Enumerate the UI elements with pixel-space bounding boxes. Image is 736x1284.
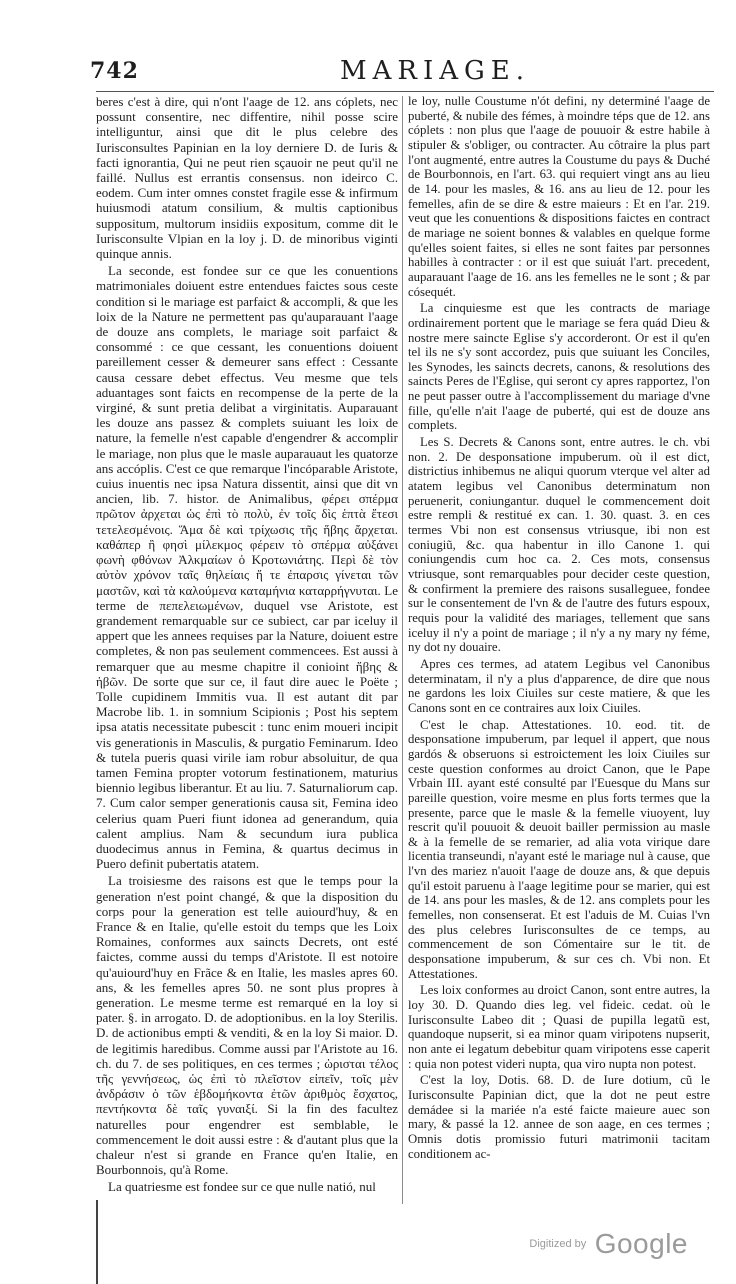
paragraph: Les loix conformes au droict Canon, sont entre autres, la loy 30. D. Quando dies leg. vel fideic. cedat. où le Iurisconsulte Labeo dit ; Quasi de pupilla legatũ est, quandoque nupserit, si ea minor quam viripotens nupserit, non ante ei legatum debebitur quam viripotens esse caperit : quia non potest videri nupta, qua viro nupta non potest. <box>408 983 710 1071</box>
paragraph: La seconde, est fondee sur ce que les conuentions matrimoniales doiuent estre entendues faictes sous ceste condition si le mariage est parfaict & accompli, & que les loix de la Nature ne permettent pas qu'auparauant l'aage de douze ans complets, le mariage soit parfaict & consommé : ce que cessant, les conuentions doiuent pareillement cesser & demeurer sans effect : Cessante causa cessare debet effectus. Veu mesme que tels aduantages sont faicts en recompense de la perte de la virginé, & sunt pretia delibat a virginitatis. Auparauant les douze ans passez & complets suiuant les loix de nature, la femelle n'est capable d'engendrer & accomplir le mariage, non plus que le masle auparauaut les quatorze ans accóplis. C'est ce que remarque l'incóparable Aristote, cuius inuentis nec ipsa Natura dissentit, ainsi que dit vn ancien, lib. 7. histor. de Animalibus, φέρει σπέρμα πρῶτον ἀρχεται ὡς ἐπὶ τὸ πολὺ, ἐν τοῖς δὶς ἑπτὰ ἔτεσι τετελεσμένοις. Ἅμα δὲ καὶ τρίχωσις τῆς ἥβης ἄρχεται. καθάπερ ἢ φησὶ μίλεκμος φέρειν τὸ σπέρμα αὐξάνει φωνὴ φθόνων Ἀλκμαίων ὁ Κροτωνιάτης. Περὶ δὲ τὸν αὐτὸν χρόνον ταῖς θηλείαις ἥ τε ἐπαρσις γίνεται τῶν μαστῶν, καὶ τὰ καλούμενα καταμήνια καταρρήγνυται. Le terme de πεπελειωμένων, duquel vse Aristote, est grandement remarquable sur ce subiect, car par iceluy il appert que les annees requises par la Nature, doiuent estre completes, & non pas seulement commencees. Est aussi à remarquer que au mesme chapitre il conioint ἥβης & ἡβῶν. De sorte que sur ce, il faut dire auec le Poëte ; Tolle cupidinem Immitis vua. Il est autant dit par Macrobe lib. 1. in somnium Scipionis ; Post his septem ipsa atatis necessitate pubescit : tunc enim moueri incipit vis generationis in Masculis, & purgatio Feminarum. Ideo & tutela pueris quasi virile iam robur absoluitur, de qua tamen Femina propter votorum festinationem, maturius biennio legibus liberantur. Et au liu. 7. Saturnaliorum cap. 7. Cum calor semper generationis causa sit, Femina ideo celerius quam Pueri fiunt idonea ad generandum, quia calent amplius. Nam & secundum iura publica duodecimus annus in Femina, & quartus decimus in Puero definit pubertatis atatem. <box>96 263 398 872</box>
paragraph: La quatriesme est fondee sur ce que nulle natió, nul <box>108 1179 376 1195</box>
paragraph: Apres ces termes, ad atatem Legibus vel Canonibus determinatam, il n'y a plus d'apparence, de dire que nous ne gardons les loix Ciuiles sur ceste matiere, & que les Canons sont en ce contraires aux loix Ciuiles. <box>408 656 710 715</box>
paragraph: beres c'est à dire, qui n'ont l'aage de 12. ans cóplets, nec possunt consentire, nec diffentire, nihil posse scire intelliguntur, ainsi que dit le plus celebre des Iurisconsultes Papinian en la loy derniere D. de Iuris & facti ignorantia, Qui ne peut rien sçauoir ne peut qu'il ne faillé. Nullus est errantis consensus. non ideirco C. eodem. Cum inter omnes constet fragile esse & infirmum huiusmodi atatum consilium, & multis captionibus suppositum, multorum insidiis expositum, comme dit le Iurisconsulte Vlpian en la loy j. D. de minoribus viginti quinque annis. <box>96 94 398 262</box>
right-column <box>408 94 710 1163</box>
paragraph: La cinquiesme est que les contracts de mariage ordinairement portent que le mariage se fera quád Dieu & nostre mere saincte Eglise s'y accorderont. Or est il qu'en tel ils ne s'y sont accordez, puis que suiuant les Conciles, les Synodes, les saincts decrets, canons, & resolutions des saincts Peres de l'Eglise, qui seront cy apres rapportez, l'on ne peut passer outre à l'accomplissement du mariage d'vne fille, qu'elle n'ait l'aage de puberté, qui est de douze ans complets. <box>408 301 710 433</box>
left-column <box>96 94 398 1197</box>
paragraph: C'est la loy, Dotis. 68. D. de Iure dotium, cũ le Iurisconsulte Papinian dict, que la dot ne peut estre demádee si la mariée n'a esté faicte maieure auec son mary, & passé la 12. annee de son aage, en ces termes ; Omnis dotis promissio futuri matrimonii tacitam conditionem ac- <box>408 1073 710 1161</box>
paragraph: La troisiesme des raisons est que le temps pour la generation n'est point changé, & que la disposition du corps pour la generation est telle auiourd'huy, & en France & en Italie, qu'elle estoit du temps que les Loix Romaines, conformes aux saincts Decrets, ont esté faictes, comme aussi du temps d'Aristote. Il est notoire qu'auiourd'huy en Frãce & en Italie, les masles apres 60. ans, & les femelles apres 50. ne sont plus propres à generation. Le mesme terme est remarqué en la loy si pater. §. in arrogato. D. de adoptionibus. en la loy Sterilis. D. de actionibus empti & venditi, & en la loy Si maior. D. de legitimis haredibus. Comme aussi par l'Aristote au 16. ch. du 7. de ses politiques, en ces termes ; ὡρισται τέλος τῆς γεννήσεως, ὡς ἐπὶ τὸ πλεῖστον εἰπεῖν, τοῖς μὲν ἀνδράσιν ὁ τῶν ἑβδομήκοντα ἐτῶν ἀριθμὸς ἔσχατος, πεντήκοντα δὲ ταῖς γυναιξί. Si la fin des facultez naturelles pour engendrer est semblable, le commencement le doit aussi estre : & d'autant plus que la chaleur n'est si grande en France qu'en Italie, en Bourbonnois, qu'à Rome. <box>96 873 398 1178</box>
page-header <box>90 58 720 98</box>
paragraph: C'est le chap. Attestationes. 10. eod. tit. de desponsatione impuberum, par lequel il appert, que nous gardós & obseruons si estroictement les loix Ciuiles sur ceste question conformes au droict Canon, que le Pape Vrbain III. ayant esté consulté par l'Euesque du Mans sur pareille question, voire mesme en plus forts termes que la presente, parce que le masle & la femelle viuoyent, luy rescrit qu'il pouuoit & deuoit bailler permission au masle & à la femelle de se remarier, ad alia vota virique dare licentia transeundi, n'ayant esté le mariage nul à cause, que l'vn des mariez n'auoit l'aage de douze ans, & que depuis qu'il estoit paruenu à l'aage legitime pour se marier, qui est de 14. ans pour les masles, & de 12. ans complets pour les femelles, non consenserat. Et est l'aduis de M. Cuias l'vn des plus celebres Iurisconsultes de ce temps, au commencement de son Cómentaire sur le tit. de desponsatione impuberum, & sur ces ch. Vbi non. Et Attestationes. <box>408 717 710 981</box>
column-divider <box>402 96 403 1204</box>
paragraph: Les S. Decrets & Canons sont, entre autres. le ch. vbi non. 2. De desponsatione impuberum. où il est dict, districtius inhibemus ne aliqui quorum vterque vel alter ad atatem legibus vel Canonibus determinatum non peruenerit, coniungantur. duquel le commencement doit estre rempli & restitué ex can. 1. 30. quast. 3. en ces termes Vbi non est consensus vtriusque, ibi non est coniugiũ, &c. qua habentur in illo Canone 1. qui coniungendis cum hoc ca. 2. Ces mots, consensus vtriusque, sont remarquables pour decider ceste question, & confirment la premiere des raisons susalleguee, fondee sur le consentement de l'vn & de l'autre des futurs espoux, requis pour la validité des mariages, tellement que sans iceluy il n'y a point de mariage ; il n'y a ny mary ny féme, ny dot ny douaire. <box>408 435 710 655</box>
paragraph: le loy, nulle Coustume n'ót defini, ny determiné l'aage de puberté, & nubile des fémes, à moindre téps que de 12. ans cóplets : non plus que l'aage de pouuoir & estre habile à stipuler & s'obliger, ou contracter. Au côtraire la plus part l'ont augmenté, entre autres la Coustume du pays & Duché de Bourbonnois, en l'art. 63. qui requiert vingt ans au lieu de 14. pour les masles, & 16. ans au lieu de 12. pour les femelles, afin de se dire & estre maieurs : Et en l'ar. 219. veut que les conuentions & dispositions faictes en contract de mariage ne soient bonnes & valables en quelque forme qu'elles soient faites, si elles ne sont faites par personnes habilles à contracter : or il est que suiuát l'art. precedent, auparauant l'aage de 16. ans les femelles ne le sont ; & par cósequét. <box>408 94 710 299</box>
watermark-prefix: Digitized by <box>529 1238 587 1250</box>
running-title: MARIAGE. <box>340 56 531 86</box>
google-logo: Google <box>594 1228 688 1259</box>
page-number: 742 <box>90 58 139 84</box>
header-rule <box>96 91 714 92</box>
margin-line <box>96 1200 98 1284</box>
digitized-watermark <box>529 1228 688 1260</box>
